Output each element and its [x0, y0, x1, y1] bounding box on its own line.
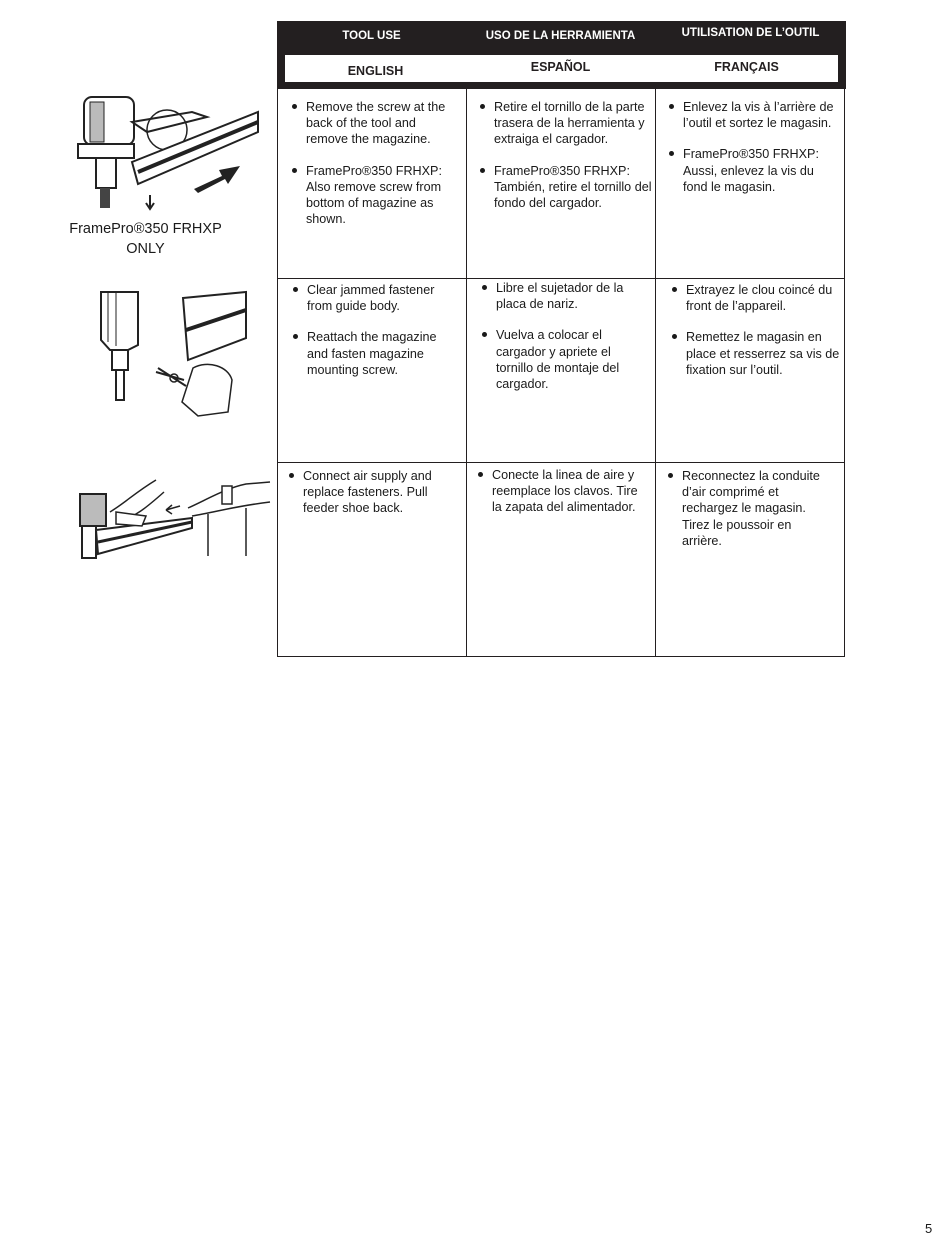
list-item: Connect air supply and replace fasteners. Pull feeder shoe back.: [289, 468, 454, 517]
col3-title: UTILISATION DE L’OUTIL: [681, 27, 820, 39]
instructions-table: [277, 89, 845, 657]
magazine-removal-illustration: [72, 92, 260, 217]
table-header: [277, 21, 846, 89]
row3-french-cell: [668, 468, 828, 549]
clear-jam-illustration: [98, 290, 248, 422]
reload-illustration: [76, 472, 272, 564]
row2-french-cell: [672, 282, 844, 378]
row-divider: [278, 278, 844, 279]
language-row: [285, 55, 838, 82]
lang-english: ENGLISH: [347, 63, 404, 78]
list-item: Extrayez le clou coincé du front de l’appareil.: [672, 282, 844, 314]
list-item: Conecte la linea de aire y reemplace los clavos. Tire la zapata del alimentador.: [478, 467, 648, 516]
col2-title: USO DE LA HERRAMIENTA: [485, 30, 636, 42]
list-item: Remove the screw at the back of the tool and remove the magazine.: [292, 99, 452, 148]
row1-spanish-cell: [480, 99, 652, 211]
column-divider: [655, 89, 656, 656]
list-item: Remettez le magasin en place et resserrez sa vis de fixation sur l’outil.: [672, 329, 844, 378]
caption-line-2: ONLY: [126, 241, 165, 257]
row3-english-cell: [289, 468, 454, 517]
step1-figure-caption: [68, 219, 223, 259]
lang-french: FRANÇAIS: [714, 59, 779, 74]
list-item: Libre el sujetador de la placa de nariz.: [482, 280, 642, 312]
list-item: Retire el tornillo de la parte trasera de la herramienta y extraiga el cargador.: [480, 99, 652, 148]
list-item: FramePro®350 FRHXP: Aussi, enlevez la vis du fond le magasin.: [669, 146, 841, 195]
column-divider: [466, 89, 467, 656]
col1-title: TOOL USE: [342, 30, 401, 42]
list-item: Clear jammed fastener from guide body.: [293, 282, 451, 314]
row2-english-cell: [293, 282, 451, 378]
caption-line-1: FramePro®350 FRHXP: [69, 221, 222, 237]
list-item: Vuelva a colocar el cargador y apriete el tornillo de montaje del cargador.: [482, 327, 642, 392]
row3-spanish-cell: [478, 467, 648, 516]
list-item: Enlevez la vis à l’arrière de l’outil et sortez le magasin.: [669, 99, 841, 131]
list-item: FramePro®350 FRHXP: También, retire el tornillo del fondo del cargador.: [480, 163, 652, 212]
row-divider: [278, 462, 844, 463]
list-item: Reattach the magazine and fasten magazine mounting screw.: [293, 329, 451, 378]
row1-french-cell: [669, 99, 841, 195]
lang-spanish: ESPAÑOL: [530, 59, 591, 74]
row1-english-cell: [292, 99, 452, 227]
page-number: 5: [925, 1221, 933, 1236]
list-item: Reconnectez la conduite d’air comprimé et rechargez le magasin. Tirez le poussoir en arrière.: [668, 468, 828, 549]
list-item: FramePro®350 FRHXP: Also remove screw from bottom of magazine as shown.: [292, 163, 452, 228]
row2-spanish-cell: [482, 280, 642, 392]
